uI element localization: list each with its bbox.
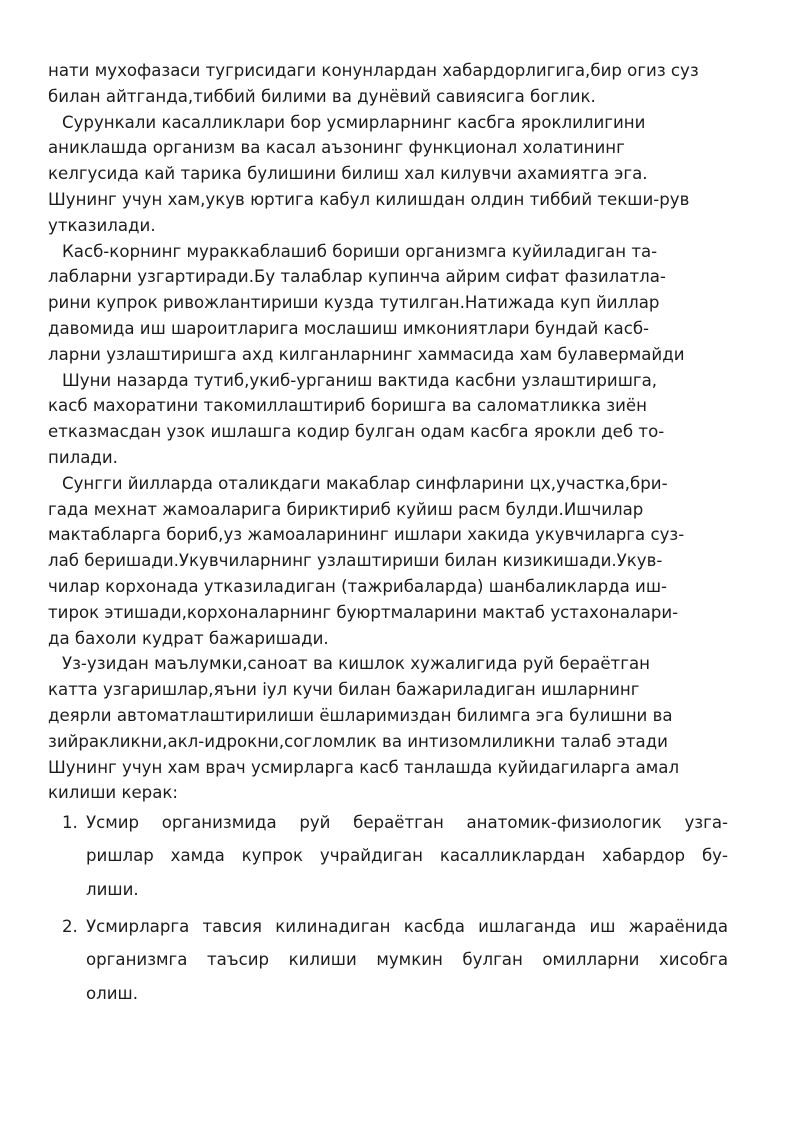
list-item-line: лиши. [86,879,139,899]
text-line: чилар корхонада утказиладиган (тажрибаларда) шанбаликларда иш- [48,576,667,596]
text-line: мактабларга бориб,уз жамоаларининг ишлари хакида укувчиларга суз- [48,525,685,545]
text-line: килиши керак: [48,783,178,803]
text-line: нати мухофазаси тугрисидаги конунлардан хабардорлигига,бир огиз суз [48,61,699,80]
paragraph-4 [48,368,728,471]
text-line: Шуни назарда тутиб,укиб-урганиш вактида касбни узлаштиришга, [62,370,658,390]
numbered-list [48,806,728,1010]
text-line: давомида иш шароитларига мослашиш имкониятлари бундай касб- [48,318,650,338]
text-line: гада мехнат жамоаларига бириктириб куйиш расм булди.Ишчилар [48,499,644,519]
list-item-line: организмга таъсир килиши мумкин булган омилларни хисобга [86,950,728,970]
list-item-number: 1. [62,813,78,833]
text-line: утказилади. [48,215,156,235]
paragraph-2 [48,110,728,239]
text-line: етказмасдан узок ишлашга кодир булган одам касбга ярокли деб то- [48,422,665,442]
text-line: Сурункали касалликлари бор усмирларнинг касбга яроклилигини [62,112,646,132]
text-line: Шунинг учун хам врач усмирларга касб танлашда куйидагиларга амал [48,757,680,777]
text-line: билан айтганда,тиббий билими ва дунёвий савиясига боглик. [48,86,596,106]
document-page [48,58,728,1010]
text-line: аниклашда организм ва касал аъзонинг функционал холатининг [48,138,625,158]
paragraph-3 [48,239,728,368]
text-line: рини купрок ривожлантириши кузда тутилган.Натижада куп йиллар [48,293,660,313]
text-line: тирок этишади,корхоналарнинг буюртмаларини мактаб устахоналари- [48,602,679,622]
text-line: лаб беришади.Укувчиларнинг узлаштириши билан кизикишади.Укув- [48,551,663,571]
list-item-line: Усмир организмида руй бераётган анатомик-физиологик узга- [86,813,728,833]
paragraph-5 [48,471,728,652]
list-item-line: олиш. [86,983,139,1003]
text-line: касб махоратини такомиллаштириб боришга ва саломатликка зиён [48,396,647,416]
list-item [48,910,728,1010]
list-item-number: 2. [62,917,78,936]
text-line: деярли автоматлаштирилиши ёшларимиздан билимга эга булишни ва [48,705,673,725]
text-line: да бахоли кудрат бажаришади. [48,628,329,648]
text-line: Шунинг учун хам,укув юртига кабул килишдан олдин тиббий текши-рув [48,189,690,209]
text-line: Сунгги йилларда оталикдаги макаблар синфларини цх,участка,бри- [62,473,668,493]
paragraph-6 [48,651,728,806]
text-line: катта узгаришлар,яъни іул кучи билан бажариладиган ишларнинг [48,680,640,700]
paragraph-1 [48,58,728,110]
text-line: пилади. [48,447,118,467]
text-line: ларни узлаштиришга ахд килганларнинг хаммасида хам булавермайди [48,344,685,364]
text-line: Касб-корнинг мураккаблашиб бориши организмга куйиладиган та- [62,241,658,261]
list-item-line: ришлар хамда купрок учрайдиган касалликлардан хабардор бу- [86,846,728,866]
text-line: лабларни узгартиради.Бу талаблар купинча айрим сифат фазилатла- [48,267,666,287]
text-line: Уз-узидан маълумки,саноат ва кишлок хужалигида руй бераётган [62,654,650,674]
text-line: зийракликни,акл-идрокни,согломлик ва интизомлиликни талаб этади [48,731,668,751]
list-item-line: Усмирларга тавсия килинадиган касбда ишлаганда иш жараёнида [86,917,728,936]
list-item [48,806,728,906]
text-line: келгусида кай тарика булишини билиш хал килувчи ахамиятга эга. [48,164,648,184]
